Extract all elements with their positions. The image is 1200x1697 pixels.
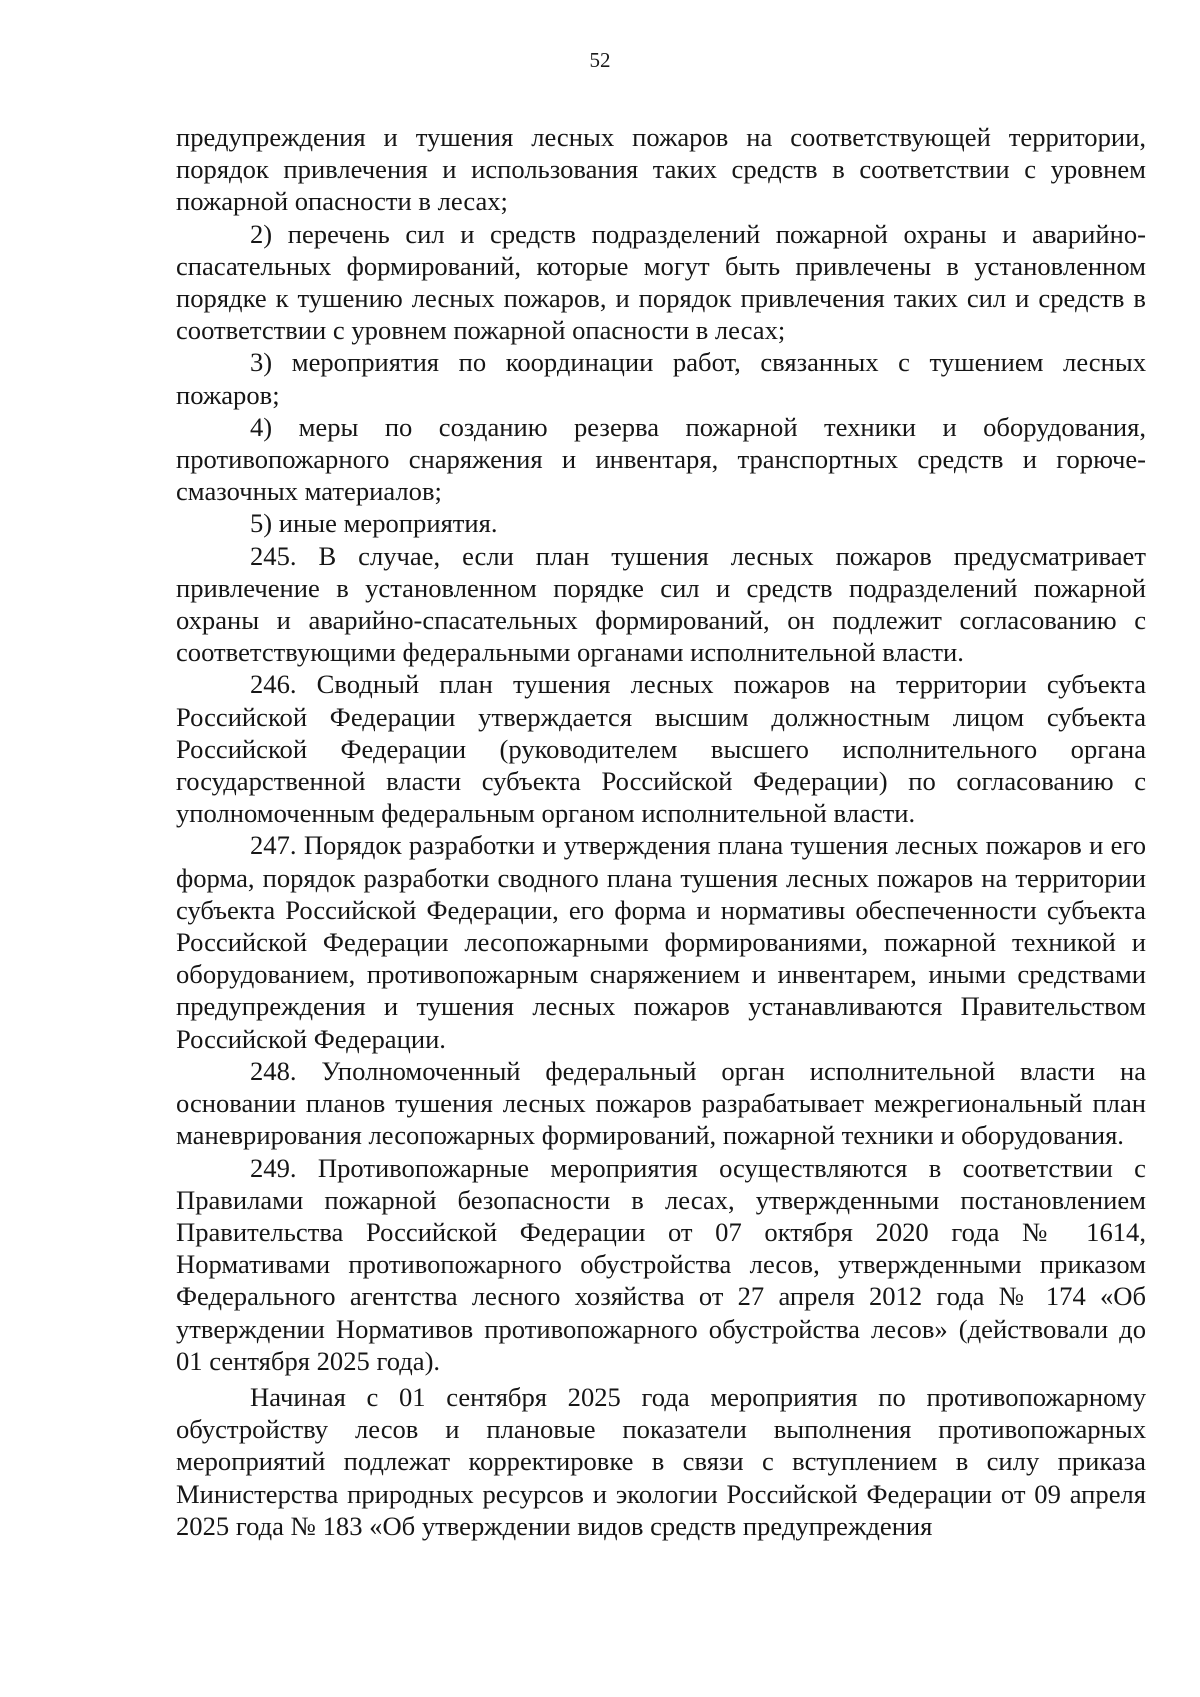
list-item-5: 5) иные мероприятия. xyxy=(250,508,498,539)
clause-245: 245. В случае, если план тушения лесных пожаров предусматривает привлечение в установленном порядке сил и средств подразделений пожарной охраны и аварийно-спасательных формирований, он подлежит согласованию с соответствующими федеральными органами исполнительной власти. xyxy=(176,540,1146,668)
clause-246: 246. Сводный план тушения лесных пожаров на территории субъекта Российской Федерации утверждается высшим должностным лицом субъекта Российской Федерации (руководителем высшего исполнительного органа государственной власти субъекта Российской Федерации) по согласованию с уполномоченным федеральным органом исполнительной власти. xyxy=(176,669,1146,829)
clause-249: 249. Противопожарные мероприятия осуществляются в соответствии с Правилами пожарной безопасности в лесах, утвержденными постановлением Правительства Российской Федерации от 07 октября 2020 года № 1614, Нормативами противопожарного обустройства лесов, утвержденными приказом Федерального агентства лесного хозяйства от 27 апреля 2012 года № 174 «Об утверждении Нормативов противопожарного обустройства лесов» (действовали до 01 сентября 2025 года). xyxy=(176,1152,1146,1376)
clause-248: 248. Уполномоченный федеральный орган исполнительной власти на основании планов тушения лесных пожаров разрабатывает межрегиональный план маневрирования лесопожарных формирований, пожарной техники и оборудования. xyxy=(176,1055,1146,1151)
clause-247: 247. Порядок разработки и утверждения плана тушения лесных пожаров и его форма, порядок разработки сводного плана тушения лесных пожаров на территории субъекта Российской Федерации, его форма и нормативы обеспеченности субъекта Российской Федерации лесопожарными формированиями, пожарной техникой и оборудованием, противопожарным снаряжением и инвентарем, иными средствами предупреждения и тушения лесных пожаров устанавливаются Правительством Российской Федерации. xyxy=(176,830,1146,1054)
paragraph-continuation: предупреждения и тушения лесных пожаров на соответствующей территории, порядок привлечения и использования таких средств в соответствии с уровнем пожарной опасности в лесах; xyxy=(176,122,1146,217)
list-item-3: 3) мероприятия по координации работ, связанных с тушением лесных пожаров; xyxy=(176,347,1146,410)
list-item-2: 2) перечень сил и средств подразделений пожарной охраны и аварийно-спасательных формирований, которые могут быть привлечены в установленном порядке к тушению лесных пожаров, и порядок привлечения таких сил и средств в соответствии с уровнем пожарной опасности в лесах; xyxy=(176,218,1146,346)
page-number: 52 xyxy=(589,48,611,72)
paragraph-amendment: Начиная с 01 сентября 2025 года мероприятия по противопожарному обустройству лесов и плановые показатели выполнения противопожарных мероприятий подлежат корректировке в связи с вступлением в силу приказа Министерства природных ресурсов и экологии Российской Федерации от 09 апреля 2025 года № 183 «Об утверждении видов средств предупреждения xyxy=(176,1381,1146,1541)
document-body xyxy=(176,121,1146,1542)
list-item-4: 4) меры по созданию резерва пожарной техники и оборудования, противопожарного снаряжения и инвентаря, транспортных средств и горюче-смазочных материалов; xyxy=(176,411,1146,507)
